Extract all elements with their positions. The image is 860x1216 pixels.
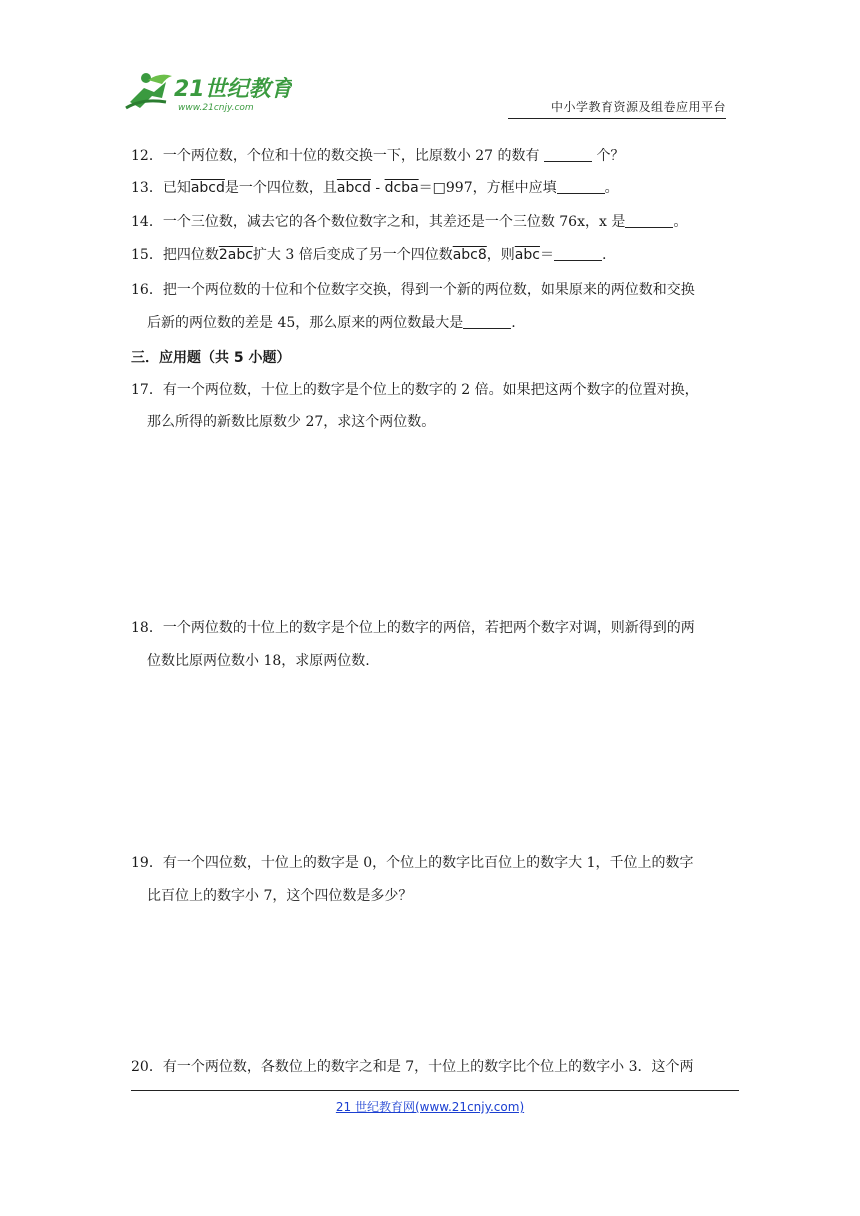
- answer-blank[interactable]: [463, 314, 511, 329]
- logo-text: 21世纪教育: [174, 77, 292, 102]
- question-20-line1: 20．有一个两位数，各数位上的数字之和是 7，十位上的数字比个位上的数字小 3．这个两: [131, 1059, 694, 1075]
- answer-blank[interactable]: [544, 147, 592, 162]
- question-16-line2: 后新的两位数的差是 45，那么原来的两位数最大是 .: [147, 315, 516, 331]
- question-18-line2: 位数比原两位数小 18，求原两位数.: [147, 653, 370, 669]
- question-19-line2: 比百位上的数字小 7，这个四位数是多少？: [147, 888, 413, 904]
- footer-link[interactable]: 21 世纪教育网(www.21cnjy.com): [335, 1100, 525, 1114]
- question-13: 13．已知abcd是一个四位数，且abcd - dcba＝□997，方框中应填 。: [131, 180, 619, 196]
- answer-blank[interactable]: [554, 246, 602, 261]
- question-15: 15．把四位数2abc扩大 3 倍后变成了另一个四位数abc8，则$\overline{abc}=$ .: [131, 247, 607, 263]
- question-17-line2: 那么所得的新数比原数少 27，求这个两位数。: [147, 414, 436, 430]
- answer-blank[interactable]: [625, 213, 673, 228]
- question-19-line1: 19．有一个四位数，十位上的数字是 0，个位上的数字比百位上的数字大 1，千位上的数字: [131, 855, 694, 871]
- site-logo[interactable]: [122, 68, 292, 116]
- question-18-line1: 18．一个两位数的十位上的数字是个位上的数字的两倍，若把两个数字对调，则新得到的两: [131, 620, 695, 636]
- question-12: 12．一个两位数，个位和十位的数交换一下，比原数小 27 的数有 个？: [131, 148, 625, 164]
- section-heading: 三．应用题（共 5 小题）: [131, 350, 291, 366]
- answer-blank[interactable]: [557, 179, 605, 194]
- platform-title: 中小学教育资源及组卷应用平台: [508, 98, 726, 119]
- footer-divider: [131, 1090, 739, 1091]
- runner-logo-icon: [122, 68, 292, 116]
- question-16-line1: 16．把一个两位数的十位和个位数字交换，得到一个新的两位数，如果原来的两位数和交换: [131, 282, 695, 298]
- question-14: 14．一个三位数，减去它的各个数位数字之和，其差还是一个三位数 76x，x 是 。: [131, 214, 688, 230]
- logo-url: www.21cnjy.com: [178, 103, 254, 113]
- question-17-line1: 17．有一个两位数，十位上的数字是个位上的数字的 2 倍。如果把这两个数字的位置对换，: [131, 382, 699, 398]
